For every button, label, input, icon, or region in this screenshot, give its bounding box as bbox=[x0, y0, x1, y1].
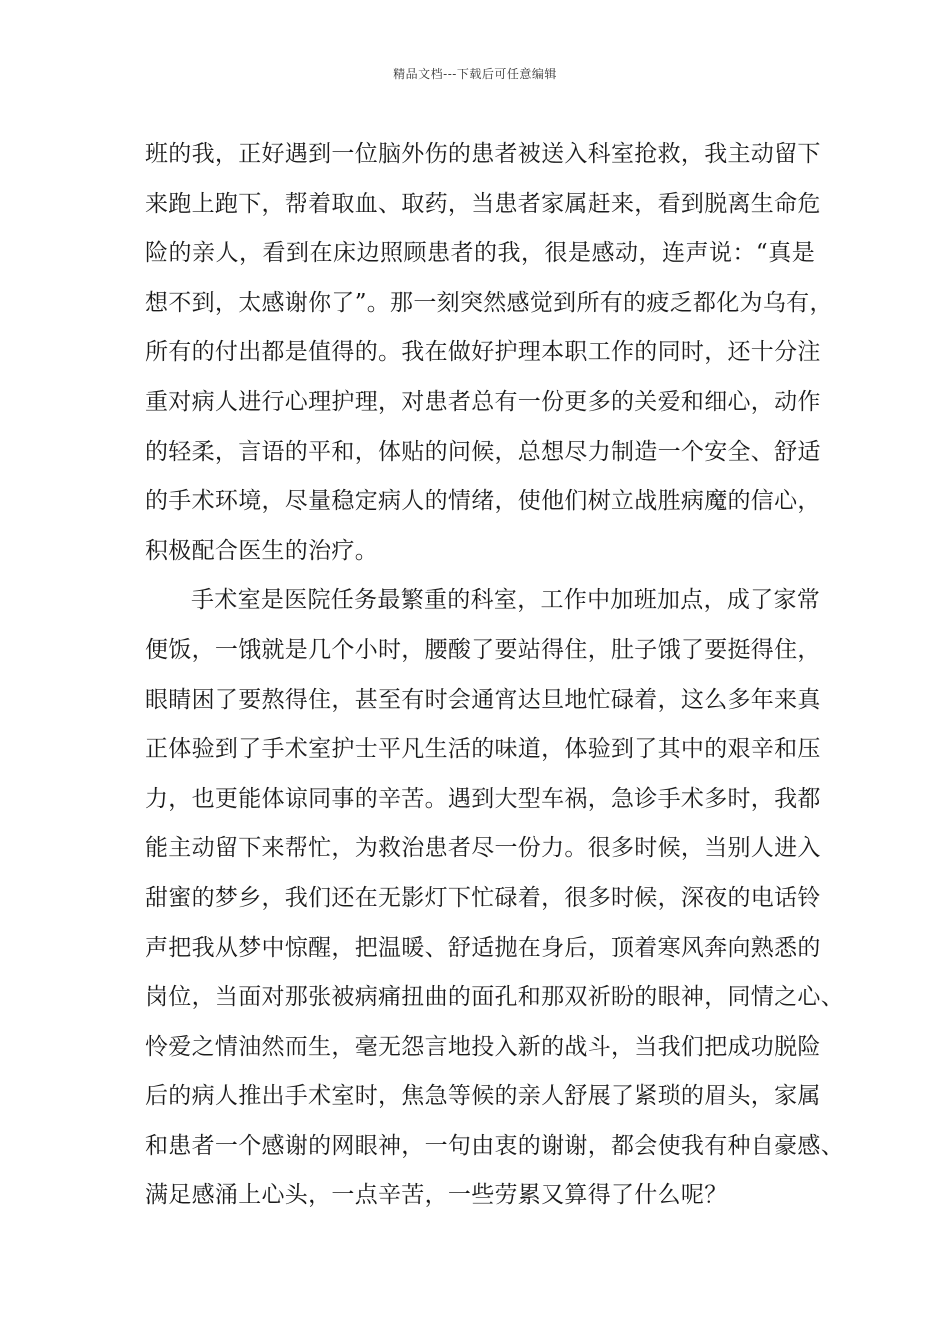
text-line: 便饭，一饿就是几个小时，腰酸了要站得住，肚子饿了要挺得住， bbox=[145, 636, 821, 663]
text-line: 正体验到了手术室护士平凡生活的味道，体验到了其中的艰辛和压 bbox=[145, 736, 821, 763]
text-line: 积极配合医生的治疗。 bbox=[145, 537, 378, 564]
text-line: 险的亲人，看到在床边照顾患者的我，很是感动，连声说：“真是 bbox=[145, 240, 815, 267]
text-line: 怜爱之情油然而生，毫无怨言地投入新的战斗，当我们把成功脱险 bbox=[145, 1033, 821, 1060]
text-line: 满足感涌上心头，一点辛苦，一些劳累又算得了什么呢？ bbox=[145, 1182, 728, 1209]
page-header: 精品文档---下载后可任意编辑 bbox=[393, 67, 557, 81]
text-line: 手术室是医院任务最繁重的科室，工作中加班加点，成了家常 bbox=[191, 587, 821, 614]
text-line: 声把我从梦中惊醒，把温暖、舒适抛在身后，顶着寒风奔向熟悉的 bbox=[145, 934, 821, 961]
document-body bbox=[145, 130, 844, 1221]
text-line: 后的病人推出手术室时，焦急等候的亲人舒展了紧琐的眉头，家属 bbox=[145, 1083, 821, 1110]
text-line: 甜蜜的梦乡，我们还在无影灯下忙碌着，很多时候，深夜的电话铃 bbox=[145, 884, 821, 911]
text-line: 来跑上跑下，帮着取血、取药，当患者家属赶来，看到脱离生命危 bbox=[145, 190, 821, 217]
text-line: 能主动留下来帮忙，为救治患者尽一份力。很多时候，当别人进入 bbox=[145, 835, 821, 862]
text-line: 的手术环境，尽量稳定病人的情绪，使他们树立战胜病魔的信心， bbox=[145, 488, 821, 515]
text-line: 眼睛困了要熬得住，甚至有时会通宵达旦地忙碌着，这么多年来真 bbox=[145, 686, 821, 713]
text-line: 力，也更能体谅同事的辛苦。遇到大型车祸，急诊手术多时，我都 bbox=[145, 785, 821, 812]
text-line: 岗位，当面对那张被病痛扭曲的面孔和那双祈盼的眼神，同情之心、 bbox=[145, 984, 844, 1011]
text-line: 所有的付出都是值得的。我在做好护理本职工作的同时，还十分注 bbox=[145, 339, 821, 366]
text-line: 和患者一个感谢的网眼神，一句由衷的谢谢，都会使我有种自豪感、 bbox=[145, 1132, 844, 1159]
text-line: 的轻柔，言语的平和，体贴的问候，总想尽力制造一个安全、舒适 bbox=[145, 438, 821, 465]
text-line: 想不到，太感谢你了”。那一刻突然感觉到所有的疲乏都化为乌有， bbox=[145, 289, 833, 316]
text-line: 班的我，正好遇到一位脑外伤的患者被送入科室抢救，我主动留下 bbox=[145, 141, 821, 167]
text-line: 重对病人进行心理护理，对患者总有一份更多的关爱和细心，动作 bbox=[145, 388, 821, 415]
